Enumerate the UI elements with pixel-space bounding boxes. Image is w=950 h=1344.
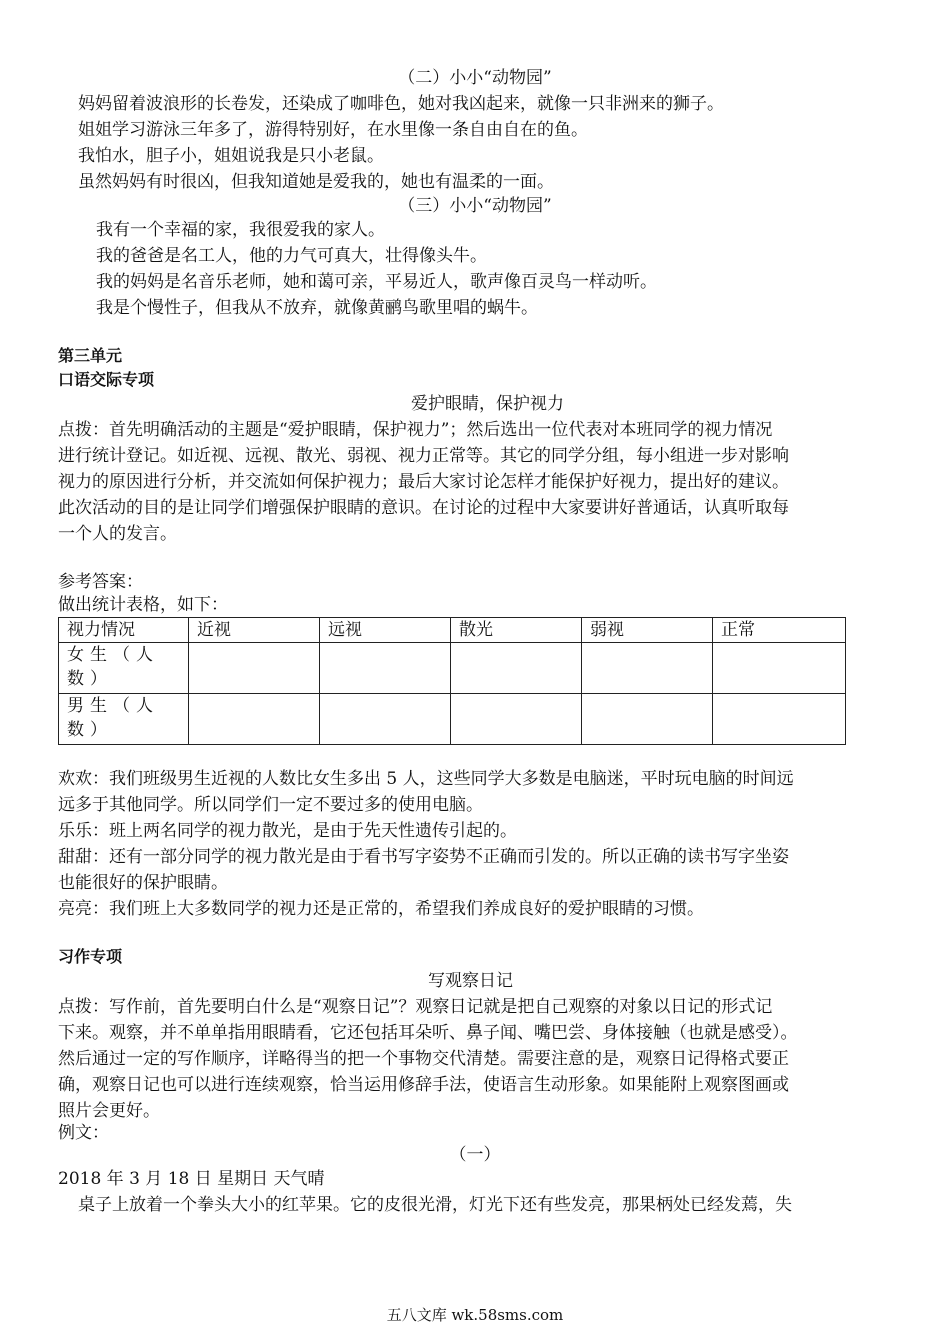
table-header-cell: 远视 bbox=[320, 618, 451, 643]
writing-tips-line: 照片会更好。 bbox=[58, 1101, 160, 1121]
table-cell bbox=[320, 694, 451, 745]
zoo2-title: （二）小小“动物园” bbox=[398, 68, 552, 88]
table-cell bbox=[582, 643, 713, 694]
example-number: （一） bbox=[449, 1145, 501, 1165]
oral-tips-line: 一个人的发言。 bbox=[58, 524, 177, 544]
writing-heading: 习作专项 bbox=[58, 947, 123, 966]
discussion-line: 远多于其他同学。所以同学们一定不要过多的使用电脑。 bbox=[58, 795, 483, 815]
writing-tips-line: 确，观察日记也可以进行连续观察，恰当运用修辞手法，使语言生动形象。如果能附上观察图画或 bbox=[58, 1075, 789, 1095]
example-label: 例文： bbox=[58, 1123, 109, 1143]
discussion-line: 亮亮：我们班上大多数同学的视力还是正常的，希望我们养成良好的爱护眼睛的习惯。 bbox=[58, 899, 704, 919]
zoo2-line: 妈妈留着波浪形的长卷发，还染成了咖啡色，她对我凶起来，就像一只非洲来的狮子。 bbox=[78, 94, 724, 114]
discussion-line: 甜甜：还有一部分同学的视力散光是由于看书写字姿势不正确而引发的。所以正确的读书写字坐姿 bbox=[58, 847, 789, 867]
oral-heading: 口语交际专项 bbox=[58, 370, 155, 389]
table-cell bbox=[582, 694, 713, 745]
table-header-cell: 视力情况 bbox=[59, 618, 189, 643]
zoo3-line: 我的妈妈是名音乐老师，她和蔼可亲，平易近人，歌声像百灵鸟一样动听。 bbox=[96, 272, 657, 292]
table-cell bbox=[713, 694, 846, 745]
zoo3-line: 我的爸爸是名工人，他的力气可真大，壮得像头牛。 bbox=[96, 246, 487, 266]
table-header-cell: 正常 bbox=[713, 618, 846, 643]
table-row-label: 男生（人数） bbox=[59, 694, 189, 745]
table-header-cell: 近视 bbox=[189, 618, 320, 643]
discussion-line: 欢欢：我们班级男生近视的人数比女生多出 5 人，这些同学大多数是电脑迷，平时玩电脑的时间远 bbox=[58, 769, 794, 789]
diary-first-line: 桌子上放着一个拳头大小的红苹果。它的皮很光滑，灯光下还有些发亮，那果柄处已经发蔫，失 bbox=[78, 1195, 792, 1215]
zoo2-line: 我怕水，胆子小，姐姐说我是只小老鼠。 bbox=[78, 146, 384, 166]
table-intro: 做出统计表格，如下： bbox=[58, 595, 228, 615]
zoo3-title: （三）小小“动物园” bbox=[398, 196, 552, 216]
table-header-cell: 散光 bbox=[451, 618, 582, 643]
table-row-label: 女生（人数） bbox=[59, 643, 189, 694]
unit-heading: 第三单元 bbox=[58, 346, 123, 365]
discussion-line: 乐乐：班上两名同学的视力散光，是由于先天性遗传引起的。 bbox=[58, 821, 517, 841]
writing-tips-line: 点拨：写作前，首先要明白什么是“观察日记”？观察日记就是把自己观察的对象以日记的形式记 bbox=[58, 997, 773, 1017]
oral-tips-line: 视力的原因进行分析，并交流如何保护视力；最后大家讨论怎样才能保护好视力，提出好的建议。 bbox=[58, 472, 789, 492]
writing-tips-line: 然后通过一定的写作顺序，详略得当的把一个事物交代清楚。需要注意的是，观察日记得格式要正 bbox=[58, 1049, 789, 1069]
table-cell bbox=[320, 643, 451, 694]
diary-date: 2018 年 3 月 18 日 星期日 天气晴 bbox=[58, 1169, 325, 1189]
zoo2-line: 虽然妈妈有时很凶，但我知道她是爱我的，她也有温柔的一面。 bbox=[78, 172, 554, 192]
answer-label: 参考答案： bbox=[58, 572, 143, 592]
table-header-cell: 弱视 bbox=[582, 618, 713, 643]
discussion-line: 也能很好的保护眼睛。 bbox=[58, 873, 228, 893]
table-cell bbox=[189, 694, 320, 745]
table-cell bbox=[713, 643, 846, 694]
table-cell bbox=[451, 694, 582, 745]
table-row bbox=[59, 643, 846, 694]
oral-title: 爱护眼睛，保护视力 bbox=[411, 394, 564, 414]
zoo3-line: 我有一个幸福的家，我很爱我的家人。 bbox=[96, 220, 385, 240]
zoo2-line: 姐姐学习游泳三年多了，游得特别好，在水里像一条自由自在的鱼。 bbox=[78, 120, 588, 140]
oral-tips-line: 此次活动的目的是让同学们增强保护眼睛的意识。在讨论的过程中大家要讲好普通话，认真听取每 bbox=[58, 498, 789, 518]
table-header-row bbox=[59, 618, 846, 643]
zoo3-line: 我是个慢性子，但我从不放弃，就像黄鹂鸟歌里唱的蜗牛。 bbox=[96, 298, 538, 318]
oral-tips-line: 点拨：首先明确活动的主题是“爱护眼睛，保护视力”；然后选出一位代表对本班同学的视力情况 bbox=[58, 420, 773, 440]
oral-tips-line: 进行统计登记。如近视、远视、散光、弱视、视力正常等。其它的同学分组，每小组进一步对影响 bbox=[58, 446, 789, 466]
table-row bbox=[59, 694, 846, 745]
table-cell bbox=[451, 643, 582, 694]
footer-watermark: 五八文库 wk.58sms.com bbox=[386, 1306, 564, 1324]
writing-title: 写观察日记 bbox=[428, 971, 513, 991]
table-cell bbox=[189, 643, 320, 694]
vision-stats-table bbox=[58, 617, 846, 745]
writing-tips-line: 下来。观察，并不单单指用眼睛看，它还包括耳朵听、鼻子闻、嘴巴尝、身体接触（也就是感受）。 bbox=[58, 1023, 798, 1043]
